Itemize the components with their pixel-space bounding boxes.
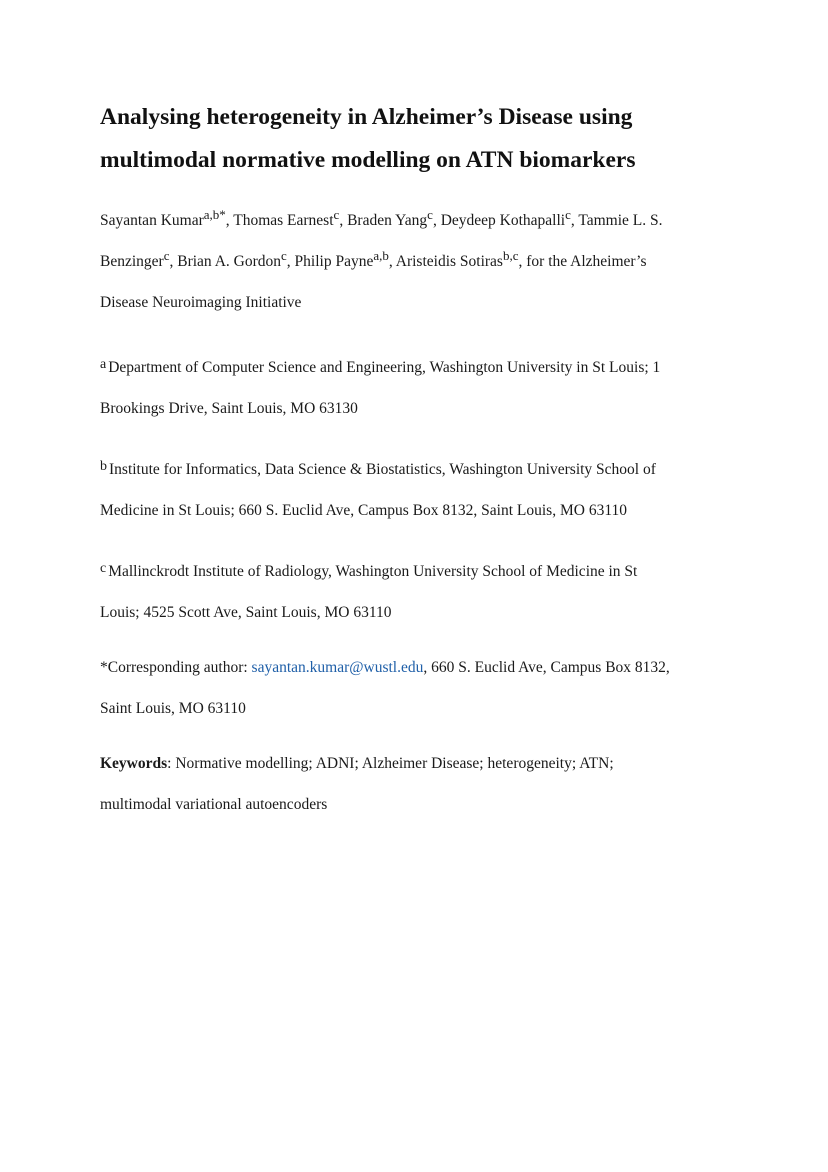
- author-affiliation-sup: c: [163, 248, 170, 263]
- keyword-word: modelling;: [245, 755, 313, 772]
- keyword-word: heterogeneity;: [487, 755, 577, 772]
- author-name: , Braden Yang: [339, 212, 428, 229]
- corresponding-prefix: *Corresponding author:: [100, 659, 252, 676]
- author-affiliation-sup: c: [565, 207, 571, 222]
- email-link[interactable]: sayantan.kumar@wustl.edu: [251, 659, 424, 676]
- author-name: , Thomas Earnest: [225, 212, 334, 229]
- author-affiliation-sup: c: [333, 207, 340, 222]
- corresponding-author: [100, 647, 728, 729]
- author-line-1: [100, 200, 728, 241]
- author-line-2: [100, 241, 728, 282]
- author-name: Sayantan Kumar: [100, 212, 204, 229]
- affiliation-text: Mallinckrodt Institute of Radiology, Washington University School of Medicine in St: [108, 563, 638, 580]
- title-line-2: multimodal normative modelling on ATN biomarkers: [100, 147, 636, 173]
- affiliation-text: Medicine in St Louis; 660 S. Euclid Ave, Campus Box 8132, Saint Louis, MO 63110: [100, 502, 627, 519]
- author-affiliation-sup: a,b*: [203, 207, 226, 222]
- affiliation-text: Brookings Drive, Saint Louis, MO 63130: [100, 400, 358, 417]
- author-name: Benzinger: [100, 253, 164, 270]
- affiliation-mark: a: [100, 357, 107, 372]
- author-line-3: Disease Neuroimaging Initiative: [100, 294, 302, 311]
- affiliation-text: Louis; 4525 Scott Ave, Saint Louis, MO 63110: [100, 604, 392, 621]
- author-name: , Philip Payne: [286, 253, 374, 270]
- affiliation-mark: c: [100, 561, 107, 576]
- author-affiliation-sup: a,b: [373, 248, 389, 263]
- author-name: , Tammie L. S.: [570, 212, 663, 229]
- author-affiliation-sup: c: [427, 207, 433, 222]
- paper-title: [100, 96, 740, 182]
- author-affiliation-sup: c: [281, 248, 287, 263]
- author-name: , Deydeep Kothapalli: [432, 212, 566, 229]
- corresponding-address-line-2: Saint Louis, MO 63110: [100, 700, 246, 717]
- affiliation-mark: b: [100, 459, 107, 474]
- keywords-line-2: multimodal variational autoencoders: [100, 796, 328, 813]
- keyword-word: Alzheimer: [361, 755, 428, 772]
- corresponding-address: , 660 S. Euclid Ave, Campus Box 8132,: [423, 659, 670, 676]
- keywords-line-1: [100, 743, 728, 784]
- title-line-1: Analysing heterogeneity in Alzheimer’s Disease using: [100, 104, 633, 130]
- keywords: [100, 743, 728, 825]
- affiliation-a: [100, 347, 728, 429]
- keyword-word: ATN;: [579, 755, 614, 772]
- affiliation-c: [100, 551, 728, 633]
- keyword-word: : Normative: [167, 755, 242, 772]
- author-name: , Brian A. Gordon: [169, 253, 281, 270]
- affiliation-text: Institute for Informatics, Data Science & Biostatistics, Washington University School of: [109, 461, 656, 478]
- affiliation-text: Department of Computer Science and Engineering, Washington University in St Louis; 1: [108, 359, 661, 376]
- author-name: , Aristeidis Sotiras: [388, 253, 503, 270]
- keywords-label: Keywords: [100, 755, 168, 772]
- author-name: , for the Alzheimer’s: [518, 253, 647, 270]
- keyword-word: ADNI;: [315, 755, 359, 772]
- keyword-word: Disease;: [431, 755, 484, 772]
- author-list: [100, 200, 728, 323]
- affiliation-b: [100, 449, 728, 531]
- author-affiliation-sup: b,c: [502, 248, 519, 263]
